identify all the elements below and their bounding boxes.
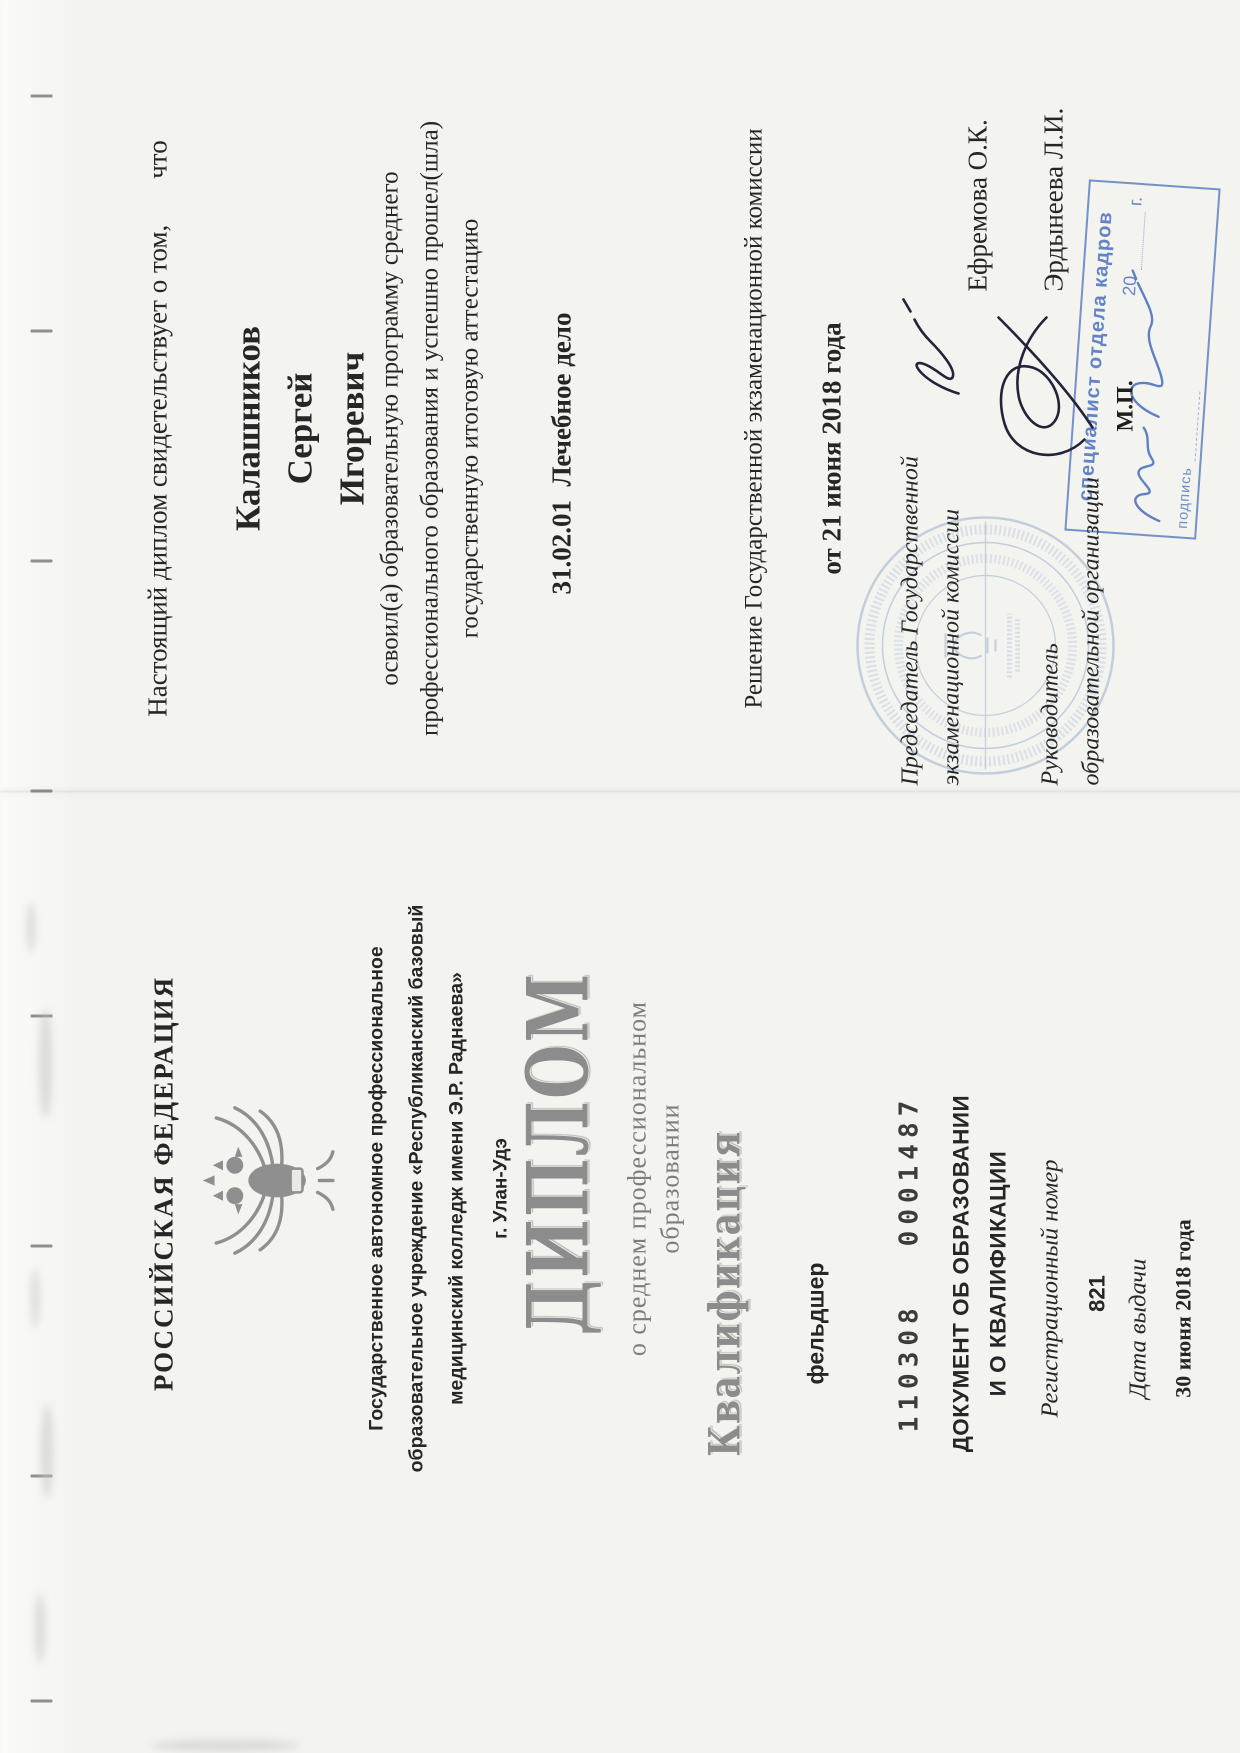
program-text: освоил(а) образовательную программу среднего профессионального образования и успешно прошел(шла) государственную итоговую аттестацию bbox=[376, 120, 483, 736]
qualification-value: фельдшер bbox=[802, 1262, 828, 1384]
artifact-smudge bbox=[38, 1008, 52, 1118]
diploma-subtitle: о среднем профессиональном образовании bbox=[622, 1000, 684, 1356]
reg-number-value: 821 bbox=[1084, 1274, 1109, 1312]
artifact-dash bbox=[30, 329, 52, 332]
artifact-dash bbox=[30, 559, 52, 562]
qualification-heading: Квалификация bbox=[700, 1129, 750, 1457]
serial-number: 0001487 bbox=[894, 1094, 924, 1246]
artifact-smudge bbox=[26, 901, 35, 953]
head-label: Руководитель образовательной организации bbox=[1037, 476, 1104, 785]
holder-name: Калашников Сергей Игоревич bbox=[228, 325, 371, 531]
head-signature-ink bbox=[986, 297, 1100, 469]
seal-place-mark: М.П. bbox=[1112, 379, 1137, 431]
stamp-title: специалист отдела кадров bbox=[1074, 210, 1117, 502]
artifact-dash bbox=[30, 1244, 52, 1247]
issue-date-value: 30 июня 2018 года bbox=[1170, 1218, 1195, 1398]
country-title: РОССИЙСКАЯ ФЕДЕРАЦИЯ bbox=[148, 975, 178, 1391]
diploma-title: ДИПЛОМ bbox=[508, 971, 607, 1335]
chair-name: Ефремова О.К. bbox=[962, 118, 992, 291]
artifact-dash bbox=[30, 1699, 52, 1702]
institution-city: г. Улан-Удэ bbox=[490, 1137, 511, 1239]
chair-signature-ink bbox=[894, 287, 984, 403]
institution-name: Государственное автономное профессиональное образовательное учреждение «Республиканский базовый медицинский колледж имени Э.Р. Раднаева» bbox=[365, 904, 467, 1472]
artifact-smudge bbox=[40, 1403, 53, 1498]
coat-of-arms-double-headed-eagle-icon bbox=[181, 1087, 335, 1273]
issue-date-label: Дата выдачи bbox=[1124, 1258, 1151, 1398]
head-name: Эрдынеева Л.И. bbox=[1038, 107, 1068, 291]
serial-series: 110308 bbox=[894, 1301, 924, 1432]
commission-decision-line: Решение Государственной экзаменационной комиссии bbox=[740, 127, 767, 709]
decision-date: от 21 июня 2018 года bbox=[816, 321, 846, 575]
reg-number-label: Регистрационный номер bbox=[1036, 1158, 1063, 1418]
stamp-year-line: 20 г. bbox=[1118, 195, 1146, 297]
stamp-year-blank bbox=[1140, 212, 1145, 270]
chair-label: Председатель Государственной экзаменационной комиссии bbox=[897, 455, 964, 785]
scan-artifact-strip bbox=[0, 0, 70, 1753]
stamp-sign-label: подпись bbox=[1174, 390, 1200, 529]
artifact-dash bbox=[30, 94, 52, 97]
artifact-smudge bbox=[34, 1593, 45, 1663]
intro-line: Настоящий диплом свидетельствует о том, что bbox=[142, 139, 172, 717]
specialty-line: 31.02.01 Лечебное дело bbox=[546, 311, 576, 595]
artifact-smudge bbox=[30, 1268, 39, 1328]
stamp-sign-blank bbox=[1194, 391, 1200, 461]
diploma-serial bbox=[894, 853, 924, 1673]
document-kind: ДОКУМЕНТ ОБ ОБРАЗОВАНИИ И О КВАЛИФИКАЦИИ bbox=[948, 1094, 1010, 1452]
artifact-smudge bbox=[150, 1739, 300, 1751]
